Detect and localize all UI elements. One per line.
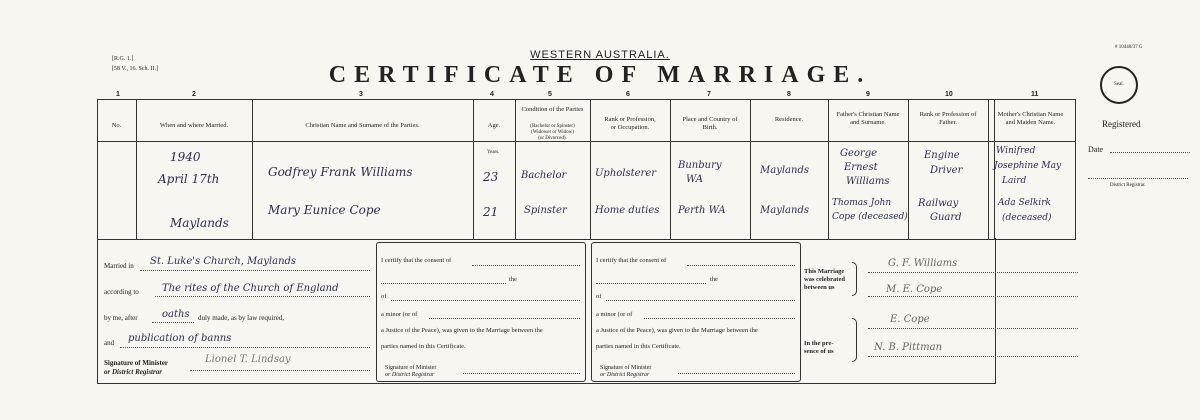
groom-mother-3: Laird — [1002, 176, 1027, 186]
form-code-2: [58 V., 16. Sch. II.] — [112, 66, 158, 72]
and-value: publication of banns — [128, 333, 232, 344]
col-header-rank: Rank or Profession, or Occupation. — [604, 116, 656, 131]
minister-sig-label-1: Signature of Minister — [104, 359, 169, 367]
col-header-birthplace: Place and Country of Birth. — [682, 116, 738, 131]
consent-2-the: the — [710, 276, 718, 283]
groom-condition: Bachelor — [521, 170, 567, 181]
according-label: according to — [104, 288, 139, 296]
col-num-9: 9 — [866, 91, 870, 98]
years-label: Years. — [487, 150, 500, 155]
bride-signature: M. E. Cope — [886, 284, 943, 295]
consent-2-sig-dots — [678, 373, 795, 374]
consent-2-the-dots — [596, 283, 706, 284]
groom-age: 23 — [483, 170, 499, 184]
consent-1-sig-dots — [463, 373, 580, 374]
according-line — [155, 296, 370, 297]
consent-1-minor-dots — [429, 318, 580, 319]
col-num-4: 4 — [490, 91, 494, 98]
by-me-line — [152, 322, 194, 323]
and-label: and — [104, 339, 115, 347]
witness-2-signature: N. B. Pittman — [874, 342, 943, 353]
married-in-label: Married in — [104, 262, 134, 270]
consent-box-2 — [591, 242, 801, 382]
minister-sig-label-2: or District Registrar — [104, 368, 162, 376]
consent-1-line1: I certify that the consent of — [381, 257, 452, 264]
registered-registrar-label: District Registrar. — [1110, 183, 1146, 188]
bride-residence: Maylands — [760, 205, 809, 216]
groom-birthplace-2: WA — [686, 174, 704, 185]
consent-2-minor-dots — [644, 318, 795, 319]
registrar-sign-line — [1088, 178, 1188, 179]
and-line — [120, 347, 370, 348]
col-num-10: 10 — [945, 91, 953, 98]
bride-occupation: Home duties — [595, 205, 660, 216]
groom-father-2: Ernest — [844, 162, 878, 173]
groom-mother-2: Josephine May — [994, 161, 1062, 171]
groom-name: Godfrey Frank Williams — [268, 165, 413, 179]
consent-1-parties: parties named in this Certificate. — [381, 343, 466, 350]
consent-1-sig-2: or District Registrar — [385, 372, 435, 378]
consent-1-line1-dots — [472, 265, 580, 266]
consent-2-of-dots — [606, 300, 795, 301]
bride-father-rank-1: Railway — [918, 198, 959, 209]
consent-1-sig-1: Signature of Minister — [385, 365, 437, 371]
duly-made-label: duly made, as by law required, — [198, 314, 285, 322]
registered-label: Registered — [1102, 119, 1141, 129]
celebrated-label-1: This Marriage — [804, 268, 845, 275]
presence-label-2: sence of us — [804, 348, 834, 355]
marriage-day: April 17th — [158, 172, 220, 186]
groom-birthplace-1: Bunbury — [678, 160, 722, 171]
groom-signature: G. F. Williams — [888, 258, 958, 269]
col-num-5: 5 — [548, 91, 552, 98]
bride-name: Mary Eunice Cope — [268, 203, 381, 217]
col-header-father-rank: Rank or Profession of Father. — [919, 111, 977, 126]
groom-occupation: Upholsterer — [595, 168, 657, 179]
col-divider — [136, 99, 137, 239]
bride-mother-2: (deceased) — [1002, 213, 1052, 223]
minister-signature: Lionel T. Lindsay — [205, 354, 291, 365]
consent-2-minor: a minor (or of — [596, 311, 633, 318]
by-me-label: by me, after — [104, 314, 138, 322]
consent-2-jp: a Justice of the Peace), was given to the Marriage between the — [596, 327, 758, 334]
col-num-8: 8 — [787, 91, 791, 98]
col-header-condition-sub: (Bachelor or Spinster) (Widower or Widow) (or Divorced). — [530, 124, 575, 141]
col-header-names: Christian Name and Surname of the Parties. — [305, 122, 420, 129]
bride-birthplace: Perth WA — [678, 205, 726, 216]
col-num-7: 7 — [707, 91, 711, 98]
groom-residence: Maylands — [760, 165, 809, 176]
married-in-value: St. Luke's Church, Maylands — [150, 256, 297, 267]
groom-father-rank-1: Engine — [924, 150, 960, 161]
consent-2-line1: I certify that the consent of — [596, 257, 667, 264]
bride-signature-line — [868, 296, 1078, 297]
consent-2-of: of — [596, 293, 602, 300]
seal-label: Seal. — [1114, 82, 1124, 87]
consent-box-1 — [376, 242, 586, 382]
witness-1-line — [868, 328, 1078, 329]
married-in-line — [140, 270, 370, 271]
col-header-mother-name: Mother's Christian Name and Maiden Name. — [997, 111, 1064, 126]
table-header-divider — [988, 141, 1075, 142]
groom-mother-1: Winifred — [996, 146, 1036, 156]
presence-brace — [852, 318, 857, 362]
groom-father-3: Williams — [846, 176, 890, 187]
col-num-2: 2 — [192, 91, 196, 98]
registered-date-label: Date — [1088, 145, 1104, 154]
bride-father-rank-2: Guard — [930, 212, 962, 223]
minister-sig-line — [190, 370, 370, 371]
according-value: The rites of the Church of England — [162, 283, 339, 294]
consent-1-the: the — [509, 276, 517, 283]
celebrated-brace — [852, 262, 857, 296]
reference-number: # 10440/37 G — [1115, 45, 1143, 50]
consent-1-minor: a minor (or of — [381, 311, 418, 318]
witness-1-signature: E. Cope — [890, 314, 930, 325]
col-header-father-name: Father's Christian Name and Surname. — [836, 111, 900, 126]
consent-1-the-dots — [381, 283, 506, 284]
presence-label-1: In the pre- — [804, 340, 834, 347]
groom-father-1: George — [840, 148, 878, 159]
col-divider — [252, 99, 253, 239]
col-divider — [515, 99, 516, 239]
by-me-value: oaths — [162, 309, 190, 320]
bride-mother-1: Ada Selkirk — [998, 198, 1051, 208]
col-header-when-where: When and where Married. — [159, 122, 229, 129]
groom-signature-line — [868, 272, 1078, 273]
col-num-6: 6 — [626, 91, 630, 98]
celebrated-label-3: between us — [804, 284, 835, 291]
marriage-year: 1940 — [170, 150, 201, 164]
registered-date-line — [1110, 152, 1190, 153]
col-header-no: No. — [111, 122, 122, 129]
bride-father-1: Thomas John — [832, 198, 892, 208]
witness-2-line — [868, 356, 1078, 357]
groom-father-rank-2: Driver — [930, 165, 963, 176]
col-divider — [473, 99, 474, 239]
col-header-age: Age. — [487, 122, 501, 129]
celebrated-label-2: was celebrated — [804, 276, 845, 283]
consent-1-of-dots — [391, 300, 580, 301]
col-num-3: 3 — [359, 91, 363, 98]
page-title: CERTIFICATE OF MARRIAGE. — [328, 62, 872, 88]
marriage-place: Maylands — [170, 216, 229, 230]
col-num-1: 1 — [116, 91, 120, 98]
col-num-11: 11 — [1031, 91, 1039, 98]
consent-2-sig-2: or District Registrar — [600, 372, 650, 378]
bride-father-2: Cope (deceased) — [832, 212, 908, 222]
seal-circle — [1100, 66, 1138, 104]
consent-2-line1-dots — [687, 265, 795, 266]
bride-age: 21 — [483, 205, 499, 219]
form-code-1: [R.G. 1.] — [112, 56, 134, 62]
col-header-residence: Residence. — [774, 116, 804, 123]
consent-1-of: of — [381, 293, 387, 300]
consent-2-sig-1: Signature of Minister — [600, 365, 652, 371]
bride-condition: Spinster — [524, 205, 567, 216]
consent-1-jp: a Justice of the Peace), was given to the Marriage between the — [381, 327, 543, 334]
col-header-condition: Condition of the Parties — [521, 106, 584, 113]
state-heading: WESTERN AUSTRALIA. — [530, 49, 670, 61]
consent-2-parties: parties named in this Certificate. — [596, 343, 681, 350]
